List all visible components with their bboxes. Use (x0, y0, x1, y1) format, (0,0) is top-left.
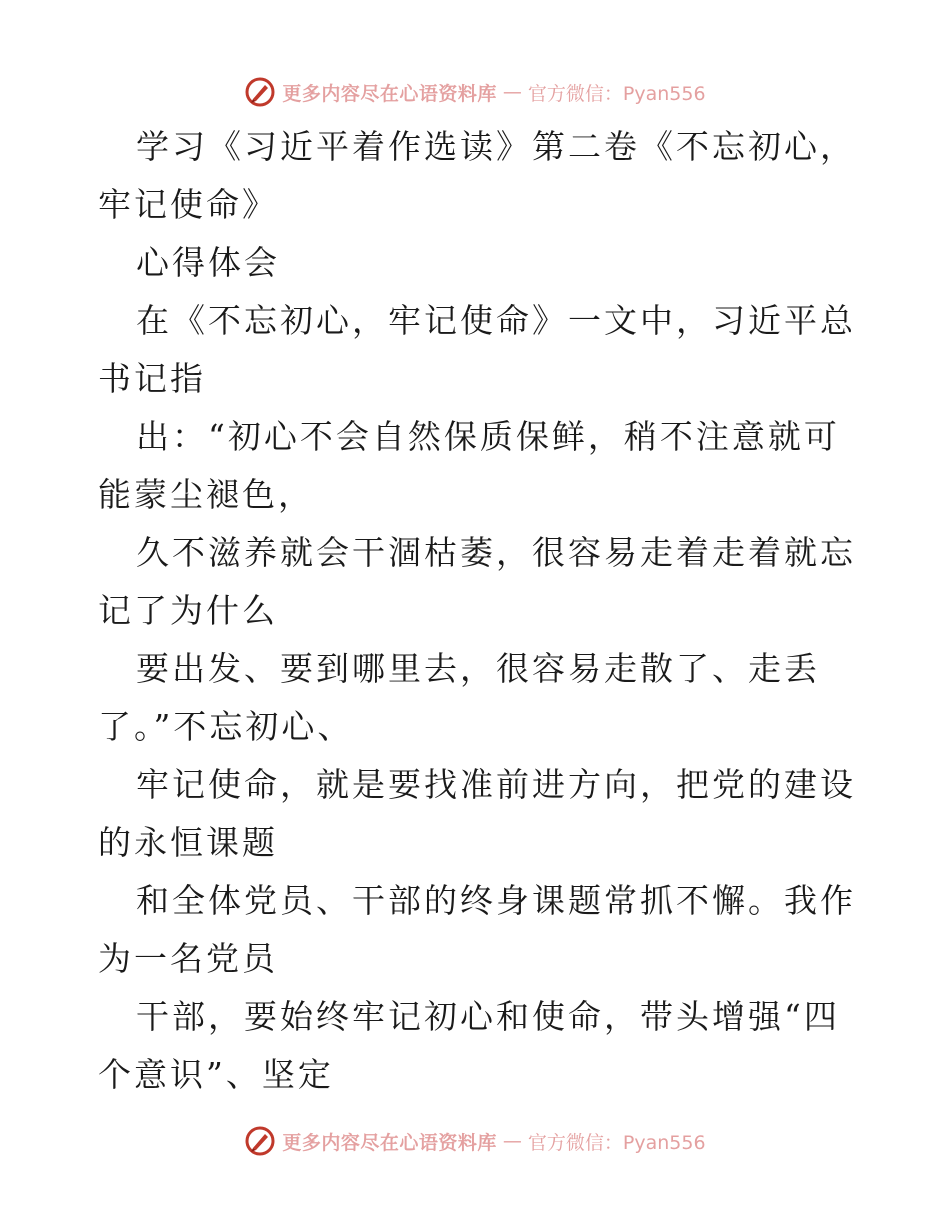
watermark-wechat-text: 官方微信：Pyan556 (527, 1131, 706, 1154)
paragraph: 和全体党员、干部的终身课题常抓不懈。我作为一名党员 (98, 881, 856, 978)
header-watermark (0, 72, 950, 112)
paragraph-title: 学习《习近平着作选读》第二卷《不忘初心，牢记使命》 (98, 127, 856, 224)
watermark-separator: — (502, 81, 522, 103)
watermark-wechat-text: 官方微信：Pyan556 (527, 82, 706, 105)
watermark-separator: — (502, 1130, 522, 1152)
pen-logo-icon (244, 1125, 276, 1157)
paragraph: 干部，要始终牢记初心和使命，带头增强“四个意识”、坚定 (98, 997, 840, 1094)
watermark-site-text: 更多内容尽在心语资料库 (282, 82, 497, 105)
document-body (98, 118, 858, 1104)
paragraph: 牢记使命，就是要找准前进方向，把党的建设的永恒课题 (98, 765, 856, 862)
paragraph: 要出发、要到哪里去，很容易走散了、走丢了。”不忘初心、 (98, 649, 820, 746)
paragraph: 久不滋养就会干涸枯萎，很容易走着走着就忘记了为什么 (98, 533, 856, 630)
watermark-site-text: 更多内容尽在心语资料库 (282, 1131, 497, 1154)
pen-logo-icon (244, 76, 276, 108)
paragraph: 出：“初心不会自然保质保鲜，稍不注意就可能蒙尘褪色， (98, 417, 840, 514)
footer-watermark (0, 1121, 950, 1161)
paragraph: 在《不忘初心，牢记使命》一文中，习近平总书记指 (98, 301, 856, 398)
paragraph-subtitle: 心得体会 (136, 243, 280, 282)
